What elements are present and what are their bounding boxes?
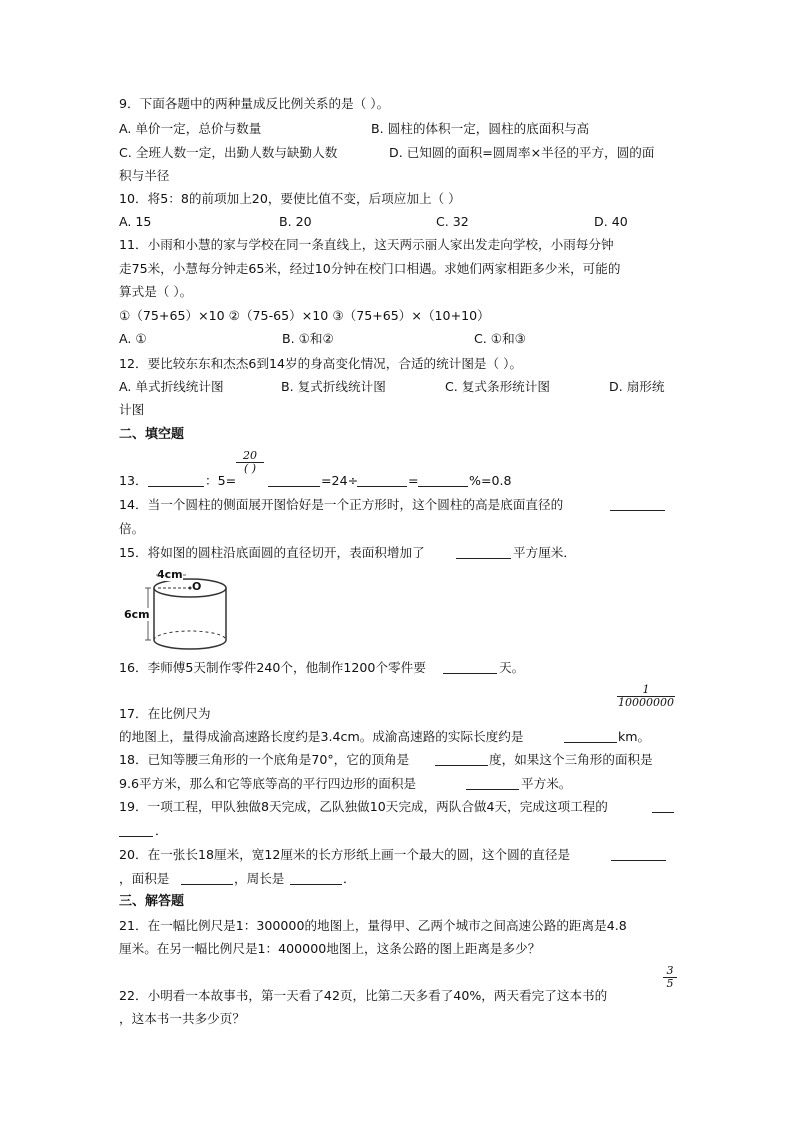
q18-line-2: 9.6平方米，那么和它等底等高的平行四边形的面积是: [119, 776, 417, 791]
q10-option-c[interactable]: C. 32: [436, 214, 469, 229]
q11-line-3: 算式是（ ）。: [119, 284, 193, 299]
q20-line-1: 20．在一张长18厘米，宽12厘米的长方形纸上画一个最大的圆，这个圆的直径是: [119, 847, 571, 862]
q17-blank[interactable]: [564, 730, 617, 743]
q20-area-label: ，面积是: [119, 871, 170, 886]
q20-blank-1[interactable]: [611, 848, 666, 861]
q9-option-d[interactable]: D. 已知圆的面积=圆周率×半径的平方，圆的面: [389, 145, 655, 160]
q22-line-2: ，这本书一共多少页？: [119, 1011, 245, 1026]
q12-option-c[interactable]: C. 复式条形统计图: [445, 379, 550, 394]
q20-circumference-label: ，周长是: [234, 871, 285, 886]
q21-line-1: 21．在一幅比例尺是1：300000的地图上，量得甲、乙两个城市之间高速公路的距离是4.8: [119, 918, 627, 933]
q12-option-d[interactable]: D. 扇形统: [609, 379, 665, 394]
q9-option-a[interactable]: A. 单价一定，总价与数量: [119, 121, 262, 136]
q17-line-2: 的地图上，量得成渝高速路长度约是3.4cm。成渝高速路的实际长度约是: [119, 729, 524, 744]
q19-line-1: 19．一项工程，甲队独做8天完成，乙队独做10天完成，两队合做4天，完成这项工程的: [119, 799, 608, 814]
q20-blank-2[interactable]: [181, 872, 233, 885]
q11-line-2: 走75米，小慧每分钟走65米，经过10分钟在校门口相遇。求她们两家相距多少米，可能的: [119, 261, 621, 276]
q12-option-a[interactable]: A. 单式折线统计图: [119, 379, 224, 394]
q14-line-2: 倍。: [119, 521, 145, 536]
q12-option-b[interactable]: B. 复式折线统计图: [281, 379, 386, 394]
q10-option-b[interactable]: B. 20: [279, 214, 312, 229]
q13-blank-2[interactable]: [268, 474, 320, 487]
q17-fraction-numerator: 1: [642, 683, 650, 696]
q19-blank-b[interactable]: [119, 824, 153, 837]
q13-blank-4[interactable]: [418, 474, 468, 487]
q10-option-a[interactable]: A. 15: [119, 214, 152, 229]
q10-option-d[interactable]: D. 40: [594, 214, 628, 229]
cylinder-figure: [120, 565, 232, 655]
q14-blank[interactable]: [610, 498, 665, 511]
q9-option-c[interactable]: C. 全班人数一定，出勤人数与缺勤人数: [119, 145, 338, 160]
q18-blank-1[interactable]: [435, 753, 488, 766]
q10-stem: 10．将5：8的前项加上20，要使比值不变，后项应加上（ ）: [119, 191, 461, 206]
q17-line-1: 17．在比例尺为: [119, 706, 211, 721]
q17-fraction: [617, 684, 675, 709]
cylinder-height-label: 6cm: [124, 608, 150, 621]
q11-option-c[interactable]: C. ①和③: [474, 331, 526, 346]
q15-stem: 15．将如图的圆柱沿底面圆的直径切开，表面积增加了: [119, 545, 425, 560]
q11-option-a[interactable]: A. ①: [119, 331, 147, 346]
q20-end: ．: [343, 871, 356, 886]
q13-eq24: =24÷: [321, 473, 359, 488]
q16-blank[interactable]: [443, 661, 497, 674]
q22-line-1: 22．小明看一本故事书，第一天看了42页，比第二天多看了40%，两天看完了这本书的: [119, 988, 608, 1003]
cylinder-radius-label: 4cm: [157, 568, 183, 581]
q16-stem: 16．李师傅5天制作零件240个，他制作1200个零件要: [119, 660, 426, 675]
q22-fraction-denominator: 5: [666, 977, 674, 990]
q13-eq: =: [408, 473, 419, 488]
q18-blank-2[interactable]: [466, 777, 519, 790]
q15-blank[interactable]: [456, 546, 511, 559]
q19-blank-a[interactable]: [652, 800, 674, 813]
section-fill-in-title: 二、填空题: [119, 427, 185, 442]
q9-stem: 9．下面各题中的两种量成反比例关系的是（ ）。: [119, 96, 390, 111]
q13-blank-3[interactable]: [357, 474, 407, 487]
section-solve-title: 三、解答题: [119, 894, 185, 909]
q20-blank-3[interactable]: [290, 872, 342, 885]
cylinder-center-label: O: [192, 580, 202, 593]
q13-blank-1[interactable]: [148, 474, 204, 487]
q11-line-4: ①（75+65）×10 ②（75-65）×10 ③（75+65）×（10+10）: [119, 308, 490, 323]
q19-line-2: ．: [155, 823, 168, 838]
q12-stem: 12．要比较东东和杰杰6到14岁的身高变化情况，合适的统计图是（ ）。: [119, 356, 522, 371]
q9-option-b[interactable]: B. 圆柱的体积一定，圆柱的底面积与高: [371, 121, 590, 136]
q9-option-d-cont: 积与半径: [119, 168, 170, 183]
q13-colon5: ：5=: [205, 473, 237, 488]
q13-number: 13．: [119, 473, 148, 488]
q18-unit: 平方米。: [521, 776, 572, 791]
q22-fraction: [663, 965, 677, 990]
q12-option-d-cont: 计图: [119, 402, 145, 417]
q13-fraction: [236, 450, 264, 475]
q13-fraction-numerator: 20: [243, 449, 257, 462]
q14-line-1: 14．当一个圆柱的侧面展开图恰好是一个正方形时，这个圆柱的高是底面直径的: [119, 497, 564, 512]
q22-fraction-numerator: 3: [666, 964, 674, 977]
q13-fraction-denominator[interactable]: ( ): [243, 462, 257, 475]
q11-option-b[interactable]: B. ①和②: [282, 331, 334, 346]
q15-unit: 平方厘米．: [513, 545, 576, 560]
q13-percent: %=0.8: [469, 473, 512, 488]
q17-fraction-denominator: 10000000: [618, 696, 674, 709]
q21-line-2: 厘米。在另一幅比例尺是1：400000地图上，这条公路的图上距离是多少？: [119, 941, 541, 956]
q11-line-1: 11．小雨和小慧的家与学校在同一条直线上，这天两示丽人家出发走向学校，小雨每分钟: [119, 237, 614, 252]
q18-line-1: 18．已知等腰三角形的一个底角是70°，它的顶角是: [119, 752, 410, 767]
q17-unit: km。: [618, 729, 651, 744]
q16-unit: 天。: [499, 660, 525, 675]
q18-line-1-cont: 度，如果这个三角形的面积是: [489, 752, 653, 767]
